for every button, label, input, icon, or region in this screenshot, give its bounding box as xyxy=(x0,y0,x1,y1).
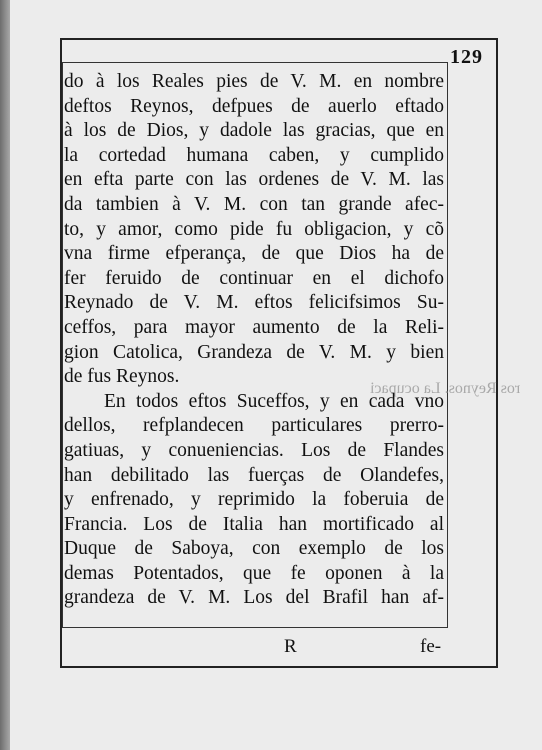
catchword: fe- xyxy=(420,636,442,657)
text-line: da tambien à V. M. con tan grande afec- xyxy=(64,193,444,215)
text-line: y enfrenado, y reprimido la foberuia de xyxy=(64,489,444,511)
body-text xyxy=(64,70,444,611)
signature-mark: R xyxy=(284,636,297,657)
text-line: to, y amor, como pide fu obligacion, y cõ xyxy=(64,218,444,240)
text-line: de fus Reynos. xyxy=(64,366,180,388)
text-line: gatiuas, y conueniencias. Los de Flandes xyxy=(64,439,444,461)
text-line: Duque de Saboya, con exemplo de los xyxy=(64,538,444,560)
text-line: en efta parte con las ordenes de V. M. las xyxy=(64,169,444,191)
page-number: 129 xyxy=(450,46,483,68)
text-line: dellos, refplandecen particulares prerro- xyxy=(64,415,444,437)
text-line: En todos eftos Suceffos, y en cada vno xyxy=(104,390,444,412)
text-line: do à los Reales pies de V. M. en nombre xyxy=(64,71,444,92)
text-line: Reynado de V. M. eftos felicifsimos Su- xyxy=(64,292,444,314)
text-line: deftos Reynos, defpues de auerlo eftado xyxy=(64,95,444,117)
text-line: Francia. Los de Italia han mortificado al xyxy=(64,513,444,535)
show-through-text: ros Reynos. La ocupaci xyxy=(370,380,521,397)
text-line: demas Potentados, que fe oponen à la xyxy=(64,562,444,584)
text-line: grandeza de V. M. Los del Brafil han af- xyxy=(64,587,444,609)
text-line: gion Catolica, Grandeza de V. M. y bien xyxy=(64,341,444,363)
text-line: han debilitado las fuerças de Olandefes, xyxy=(64,464,444,486)
text-line: fer feruido de continuar en el dichofo xyxy=(64,267,444,289)
text-line: vna firme efperança, de que Dios ha de xyxy=(64,243,444,265)
text-line: la cortedad humana caben, y cumplido xyxy=(64,144,444,166)
scan-edge xyxy=(0,0,10,750)
text-line: à los de Dios, y dadole las gracias, que en xyxy=(64,120,444,142)
text-line: ceffos, para mayor aumento de la Reli- xyxy=(64,316,444,338)
